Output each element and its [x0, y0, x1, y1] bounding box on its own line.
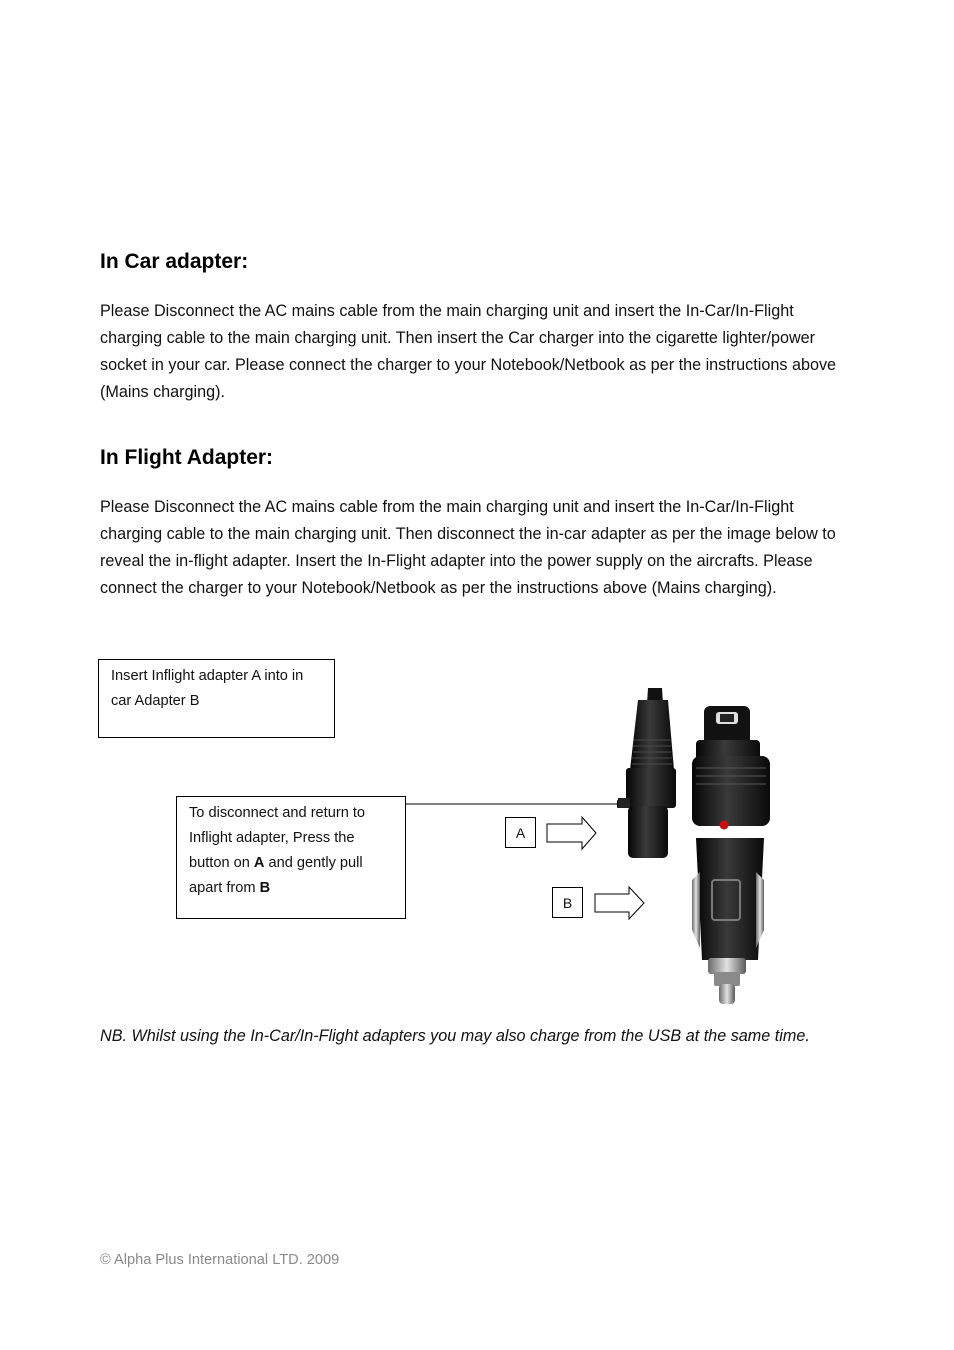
label-b: B: [552, 887, 583, 918]
in-flight-instructions: Please Disconnect the AC mains cable from the main charging unit and insert the In-Car/In-Flight charging cable to the main charging unit. Then disconnect the in-car adapter as per the image below to reveal the in-flight adapter. Insert the In-Flight adapter into the power supply on the aircrafts. Please connect the charger to your Notebook/Netbook as per the instructions above (Mains charging).: [100, 498, 836, 597]
callout-insert-text: Insert Inflight adapter A into in car Adapter B: [111, 668, 304, 709]
in-car-instructions: Please Disconnect the AC mains cable from the main charging unit and insert the In-Car/In-Flight charging cable to the main charging unit. Then insert the Car charger into the cigarette lighter/power socket in your car. Please connect the charger to your Notebook/Netbook as per the instructions above (Mains charging).: [100, 302, 837, 401]
arrow-right-icon: [595, 887, 644, 919]
label-a: A: [505, 817, 536, 848]
heading-in-car-adapter: In Car adapter:: [100, 250, 249, 273]
inflight-adapter-a-image: [618, 688, 676, 858]
callout-bold-a: A: [253, 855, 265, 871]
callout-disconnect-text-2: and gently pull apart from: [189, 855, 363, 896]
usb-charging-note: NB. Whilst using the In-Car/In-Flight adapters you may also charge from the USB at the same time.: [100, 1027, 810, 1045]
copyright-footer: © Alpha Plus International LTD. 2009: [100, 1252, 340, 1268]
callout-bold-b: B: [259, 880, 271, 896]
incar-adapter-b-image: [692, 706, 770, 1004]
heading-in-flight-adapter: In Flight Adapter:: [100, 446, 274, 469]
callout-disconnect-text-1: To disconnect and return to Inflight adapter, Press the button on: [189, 805, 366, 871]
arrow-right-icon: [547, 817, 596, 849]
